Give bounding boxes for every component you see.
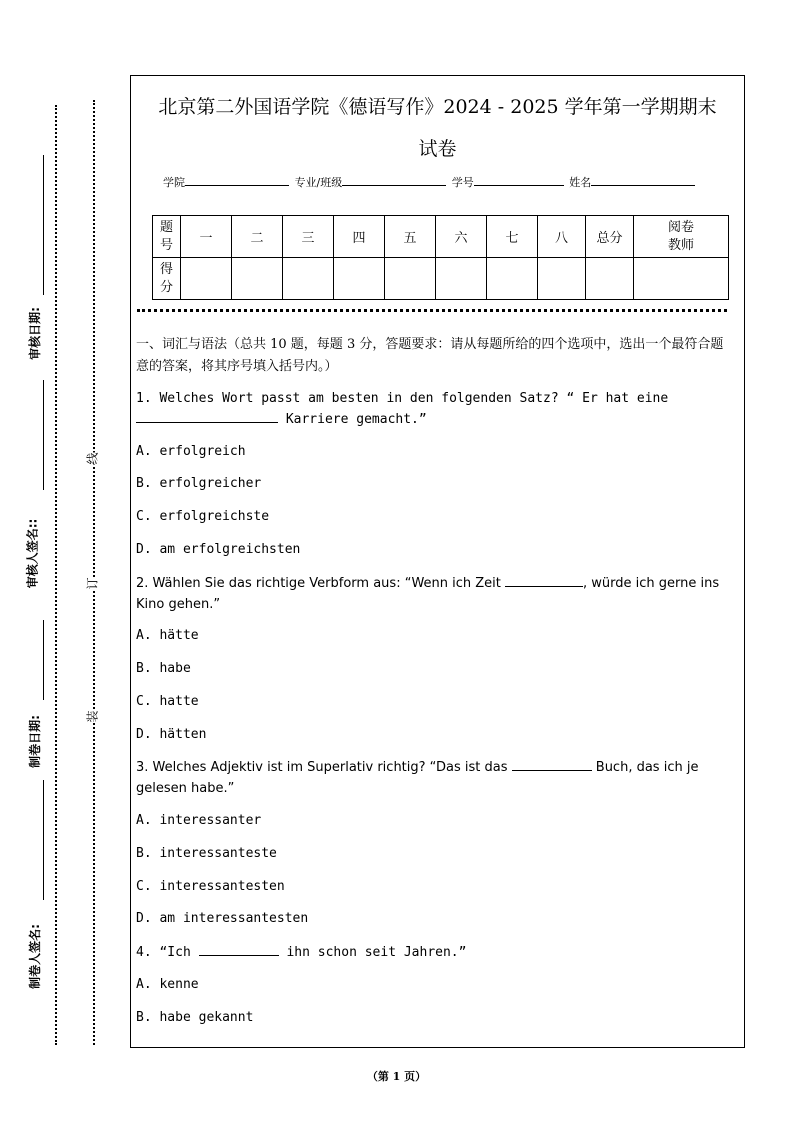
question-3-option-b[interactable]: B. interessanteste xyxy=(136,846,277,861)
col-5: 五 xyxy=(385,216,436,258)
question-3-option-c[interactable]: C. interessantesten xyxy=(136,879,285,894)
score-cell-4[interactable] xyxy=(334,258,385,300)
score-cell-1[interactable] xyxy=(181,258,232,300)
question-1-option-d[interactable]: D. am erfolgreichsten xyxy=(136,542,301,557)
reviewer-sign-line xyxy=(43,380,44,490)
grader-label: 阅卷 教师 xyxy=(634,216,729,258)
maker-sign-label: 制卷人签名: xyxy=(27,924,42,989)
reviewer-sign-label: 审核人签名:: xyxy=(25,518,40,589)
question-3-option-a[interactable]: A. interessanter xyxy=(136,813,262,828)
score-cell-2[interactable] xyxy=(232,258,283,300)
score-cell-total[interactable] xyxy=(586,258,634,300)
review-date-line xyxy=(43,155,44,295)
question-1-option-b[interactable]: B. erfolgreicher xyxy=(136,476,262,491)
col-7: 七 xyxy=(487,216,538,258)
sidebar-dotted-line-outer xyxy=(55,105,57,1045)
col-4: 四 xyxy=(334,216,385,258)
sidebar-dotted-line-inner xyxy=(93,100,95,1045)
maker-sign-line xyxy=(43,780,44,900)
col-total: 总分 xyxy=(586,216,634,258)
score-table-score-row xyxy=(153,258,729,300)
question-number-label: 题 号 xyxy=(153,216,181,258)
question-1-option-a[interactable]: A. erfolgreich xyxy=(136,444,246,459)
question-4-text-after: ihn schon seit Jahren.” xyxy=(278,945,467,960)
question-2-option-c[interactable]: C. hatte xyxy=(136,694,199,709)
question-3-option-d[interactable]: D. am interessantesten xyxy=(136,911,309,926)
question-1-text-after: Karriere gemacht.” xyxy=(278,412,427,427)
college-field[interactable] xyxy=(185,175,289,186)
col-6: 六 xyxy=(436,216,487,258)
question-4 xyxy=(136,942,741,963)
score-cell-grader[interactable] xyxy=(634,258,729,300)
made-date-line xyxy=(43,620,44,700)
section1-heading: 一、词汇与语法（总共 10 题，每题 3 分，答题要求：请从每题所给的四个选项中，选出一个最符合题意的答案，将其序号填入括号内。） xyxy=(136,337,724,374)
line-char: 线 xyxy=(85,452,100,465)
question-1 xyxy=(136,388,741,430)
score-cell-5[interactable] xyxy=(385,258,436,300)
review-date-label: 审核日期: xyxy=(27,307,42,360)
score-cell-3[interactable] xyxy=(283,258,334,300)
bind-char: 订 xyxy=(85,577,100,590)
question-3-text-after: Buch, das ich je gelesen habe.” xyxy=(136,760,699,796)
score-cell-8[interactable] xyxy=(538,258,586,300)
dotted-separator xyxy=(137,309,727,312)
question-2 xyxy=(136,573,741,615)
exam-title-line1: 北京第二外国语学院《德语写作》2024 - 2025 学年第一学期期末 xyxy=(158,96,717,118)
staple-char: 装 xyxy=(85,710,100,723)
student-id-label: 学号 xyxy=(451,176,474,189)
question-1-option-c[interactable]: C. erfolgreichste xyxy=(136,509,270,524)
col-1: 一 xyxy=(181,216,232,258)
col-2: 二 xyxy=(232,216,283,258)
question-2-text-after: , würde ich gerne ins Kino gehen.” xyxy=(136,576,720,612)
major-class-field[interactable] xyxy=(342,175,446,186)
question-2-option-b[interactable]: B. habe xyxy=(136,661,191,676)
college-label: 学院 xyxy=(163,176,185,189)
question-4-option-a[interactable]: A. kenne xyxy=(136,977,199,992)
score-table xyxy=(152,215,729,300)
score-cell-7[interactable] xyxy=(487,258,538,300)
col-8: 八 xyxy=(538,216,586,258)
student-id-field[interactable] xyxy=(474,175,564,186)
question-1-text-before: 1. Welches Wort passt am besten in den folgenden Satz? “ Er hat eine xyxy=(136,391,669,406)
question-2-option-a[interactable]: A. hätte xyxy=(136,628,199,643)
question-3 xyxy=(136,757,741,799)
question-4-blank[interactable] xyxy=(199,943,279,956)
question-4-option-b[interactable]: B. habe gekannt xyxy=(136,1010,254,1025)
score-label: 得 分 xyxy=(153,258,181,300)
exam-frame xyxy=(130,75,745,1048)
score-table-header-row xyxy=(153,216,729,258)
col-3: 三 xyxy=(283,216,334,258)
name-label: 姓名 xyxy=(569,176,592,189)
exam-title-line2: 试卷 xyxy=(418,138,457,160)
question-2-option-d[interactable]: D. hätten xyxy=(136,727,207,742)
name-field[interactable] xyxy=(591,175,695,186)
made-date-label: 制卷日期: xyxy=(27,715,42,768)
question-1-blank[interactable] xyxy=(136,410,278,423)
student-info-row xyxy=(163,174,697,190)
question-3-blank[interactable] xyxy=(512,758,592,771)
score-cell-6[interactable] xyxy=(436,258,487,300)
question-3-text-before: 3. Welches Adjektiv ist im Superlativ richtig? “Das ist das xyxy=(136,760,508,775)
question-2-blank[interactable] xyxy=(505,574,583,587)
question-4-text-before: 4. “Ich xyxy=(136,945,191,960)
major-class-label: 专业/班级 xyxy=(294,176,343,189)
page-number: （第 1 页） xyxy=(366,1070,427,1083)
question-2-text-before: 2. Wählen Sie das richtige Verbform aus: “Wenn ich Zeit xyxy=(136,576,501,591)
